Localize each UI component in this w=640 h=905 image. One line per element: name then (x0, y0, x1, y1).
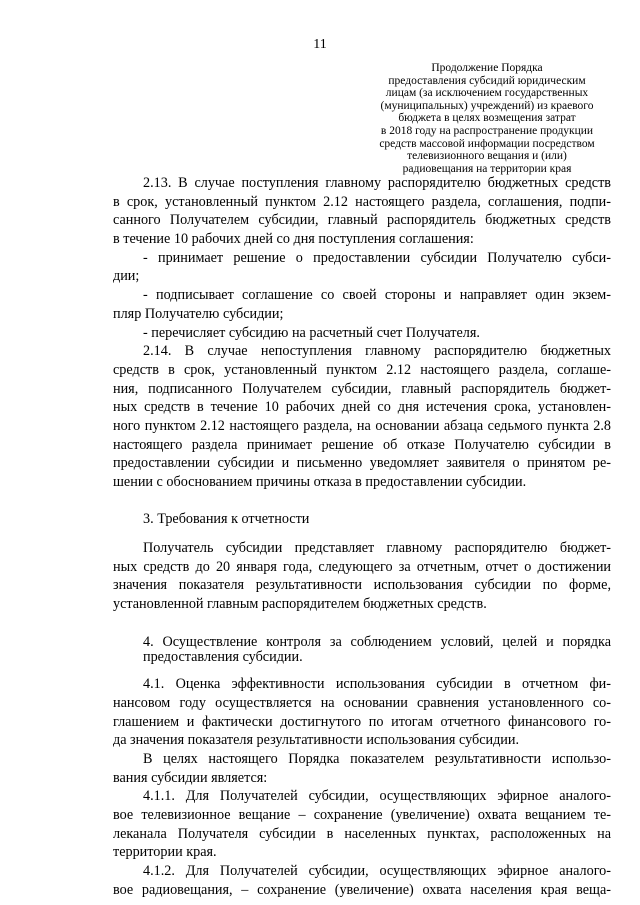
section-4-heading-line: 4. Осуществление контроля за соблюдением условий, целей и порядка (143, 633, 611, 650)
section-3-paragraph-line: Получатель субсидии представляет главному распорядителю бюджет- (143, 540, 611, 557)
document-body (113, 174, 611, 899)
header-note-line: в 2018 году на распространение продукции (380, 124, 594, 137)
header-note-line: бюджета в целях возмещения затрат (398, 112, 576, 125)
section-3-paragraph-line: установленной главным распорядителем бюджетных средств. (113, 596, 487, 613)
document-header-note (362, 62, 612, 175)
paragraph-2-14-line: ния, подписанного Получателем субсидии, главный распорядитель бюджет- (113, 380, 611, 397)
list-item-line: пляр Получателю субсидии; (113, 305, 284, 322)
list-item-line: - перечисляет субсидию на расчетный счет Получателя. (143, 324, 480, 341)
paragraph-indicator-line: В целях настоящего Порядка показателем результативности использо- (143, 750, 611, 767)
paragraph-4-1-1-line: леканала Получателя субсидии в населенных пунктах, расположенных на (113, 825, 611, 842)
paragraph-4-1-2-line: 4.1.2. Для Получателей субсидии, осуществляющих эфирное аналого- (143, 863, 611, 880)
paragraph-2-14-line: ных средств в течение 10 рабочих дней со дня истечения срока, установлен- (113, 399, 611, 416)
paragraph-2-14-line: предоставлении субсидии и письменно уведомляет заявителя о принятом ре- (113, 455, 611, 472)
header-note-line: телевизионного вещания и (или) (407, 150, 567, 163)
paragraph-2-14-line: шении с обоснованием причины отказа в предоставлении субсидии. (113, 474, 527, 490)
paragraph-4-1-1-line: вое телевизионное вещание – сохранение (увеличение) охвата вещанием те- (113, 807, 611, 823)
paragraph-4-1-line: нансовом году осуществляется на основании сравнения установленного со- (113, 694, 611, 711)
paragraph-4-1-2-line: вое радиовещания, – сохранение (увеличение) охвата населения края веща- (113, 881, 611, 898)
paragraph-2-14-line: ного пунктом 2.12 настоящего раздела, на основании абзаца седьмого пункта 2.8 (113, 417, 611, 434)
paragraph-4-1-line: да значения показателя результативности использования субсидии. (113, 732, 520, 749)
section-4-heading-line: предоставления субсидии. (143, 649, 303, 666)
paragraph-2-14-line: 2.14. В случае непоступления главному распорядителю бюджетных (143, 343, 611, 360)
header-note-line: (муниципальных) учреждений) из краевого (380, 99, 594, 112)
section-3-heading: 3. Требования к отчетности (143, 511, 310, 528)
paragraph-2-14-line: настоящего раздела принимает решение об отказе Получателю субсидии в (113, 436, 611, 453)
header-note-line: средств массовой информации посредством (379, 137, 595, 150)
page-number: 11 (313, 37, 327, 52)
section-3-paragraph-line: значения показателя результативности использования субсидии по форме, (113, 577, 611, 594)
paragraph-4-1-1-line: 4.1.1. Для Получателей субсидии, осуществляющих эфирное аналого- (143, 788, 611, 805)
paragraph-2-13-line: в течение 10 рабочих дней со дня поступления соглашения: (113, 231, 474, 248)
paragraph-4-1-1-line: территории края. (113, 844, 217, 861)
header-note-line: лицам (за исключением государственных (385, 87, 589, 100)
header-note-line: предоставления субсидий юридическим (388, 74, 586, 87)
paragraph-indicator-line: вания субсидии является: (113, 769, 268, 786)
paragraph-2-13-line: санного Получателем субсидии, главный распорядитель бюджетных средств (113, 212, 611, 229)
list-item-line: дии; (113, 268, 140, 285)
paragraph-2-13-line: в срок, установленный пунктом 2.12 настоящего раздела, соглашения, подпи- (113, 193, 611, 210)
paragraph-2-13-line: 2.13. В случае поступления главному распорядителю бюджетных средств (143, 175, 611, 191)
paragraph-4-1-line: 4.1. Оценка эффективности использования субсидии в отчетном фи- (143, 676, 611, 693)
header-note-line: радиовещания на территории края (402, 162, 572, 175)
section-3-paragraph-line: ных средств до 20 января года, следующего за отчетным, отчет о достижении (113, 558, 611, 575)
header-note-line: Продолжение Порядка (431, 62, 543, 74)
list-item-line: - принимает решение о предоставлении субсидии Получателю субси- (143, 249, 611, 266)
paragraph-2-14-line: средств в срок, установленный пунктом 2.12 настоящего раздела, соглаше- (113, 361, 611, 378)
paragraph-4-1-line: глашением и фактически достигнутого по итогам отчетного финансового го- (113, 713, 611, 730)
list-item-line: - подписывает соглашение со своей стороны и направляет один экзем- (143, 287, 611, 304)
